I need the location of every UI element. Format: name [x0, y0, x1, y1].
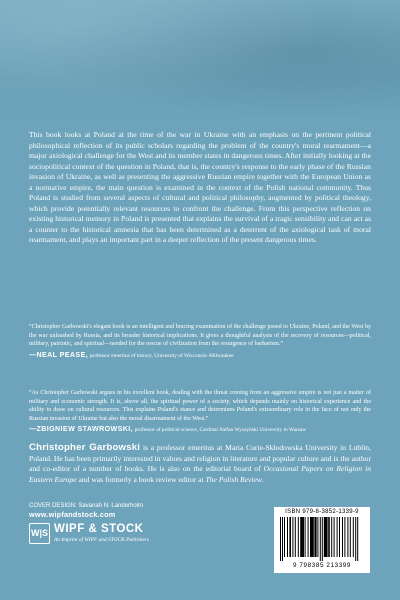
- bio-text: .: [261, 474, 264, 484]
- isbn-barcode: [274, 507, 370, 573]
- publisher-mark-icon: W|S: [29, 523, 50, 544]
- endorsement-text: “As Christopher Garbowski argues in his excellent book, dealing with the threat coming from an aggressive empire is not just a matter of military and economic strength. It is, above all, the spiritual power of a society, which depends mainly on historical experience and the ability to draw on cultural resources. This explains Poland's stance and determines Poland's extraordinary role in the face of not only the Russian invasion of Ukraine but also the moral disarmament of the West.”: [29, 390, 371, 422]
- publisher-logo: [29, 523, 179, 547]
- publisher-name: WIPF & STOCK: [54, 523, 144, 535]
- publisher-website: www.wipfandstock.com: [29, 509, 116, 519]
- publisher-imprint: An Imprint of WIPF and STOCK Publishers: [54, 537, 150, 543]
- book-description: This book looks at Poland at the time of the war in Ukraine with an emphasis on the pertinent political philosophical reflection of its public scholars regarding the problem of the country's moral rearmament—a major axiological challenge for the West and its member states in dangerous times. After initially looking at the sociopolitical context of the question in Poland, that is, the country's response to the early phase of the Russian invasion of Ukraine, as well as presenting the aggressive Russian empire together with the European Union as a normative empire, the main question is examined in the context of the Polish national community. Thus Poland is studied from several aspects of cultural and political philosophy, augmented by political theology, which provide potentially relevant resources to confront the challenge. From this perspective reflection on existing historical memory in Poland is presented that explains the survival of a tragic sensibility and can act as a counter to the historical amnesia that has been determined as a deterrent of the axiological task of moral rearmament, and plays an important part in a deeper reflection of the present dangerous times.: [29, 130, 371, 245]
- endorsement-attribution: [29, 351, 371, 361]
- endorsement-text: “Christopher Garbowski's elegant book is an intelligent and bracing examination of the challenge posed to Ukraine, Poland, and the West by the war unleashed by Russia, and its broader historical implications. It gives a thoughtful analysis of the recovery of resources—political, military, patriotic, and spiritual—needed for the rescue of civilization from the resurgence of barbarism.”: [29, 324, 371, 348]
- endorser-affiliation: professor emeritus of history, University of Wisconsin–Milwaukee: [89, 352, 234, 359]
- author-name: Christopher Garbowski: [29, 442, 141, 453]
- journal-title: The Polish Review: [205, 474, 262, 484]
- credits: [29, 503, 229, 518]
- cover-design-credit: COVER DESIGN: Savanah N. Landerholm: [29, 503, 144, 509]
- bio-text: and was formerly a book review editor at: [76, 474, 206, 484]
- endorser-name: —NEAL PEASE,: [29, 350, 89, 359]
- endorsement-1: [29, 323, 371, 360]
- cover-texture: [0, 0, 400, 130]
- isbn-label: ISBN 979-8-3852-1339-9: [285, 509, 359, 515]
- author-bio: [29, 443, 371, 485]
- barcode-icon: [278, 517, 366, 561]
- journal-title: Occasional Papers on Religion in Eastern Europe: [29, 464, 371, 484]
- endorser-affiliation: professor of political science, Cardinal Stefan Wyszyński University in Warsaw: [134, 427, 307, 434]
- endorser-name: —ZBIGNIEW STAWROWSKI,: [29, 425, 134, 434]
- endorsement-2: [29, 389, 371, 435]
- bio-text: is a professor emeritus at Maria Curie-Skłodowska University in Lublin, Poland. He has been primarily interested in values and religion in literature and popular culture and is the author and co-editor of a number of books. He is also on the editorial board of: [29, 443, 371, 473]
- endorsement-attribution: [29, 425, 371, 435]
- barcode-digits: 9 798385 213399: [292, 562, 352, 569]
